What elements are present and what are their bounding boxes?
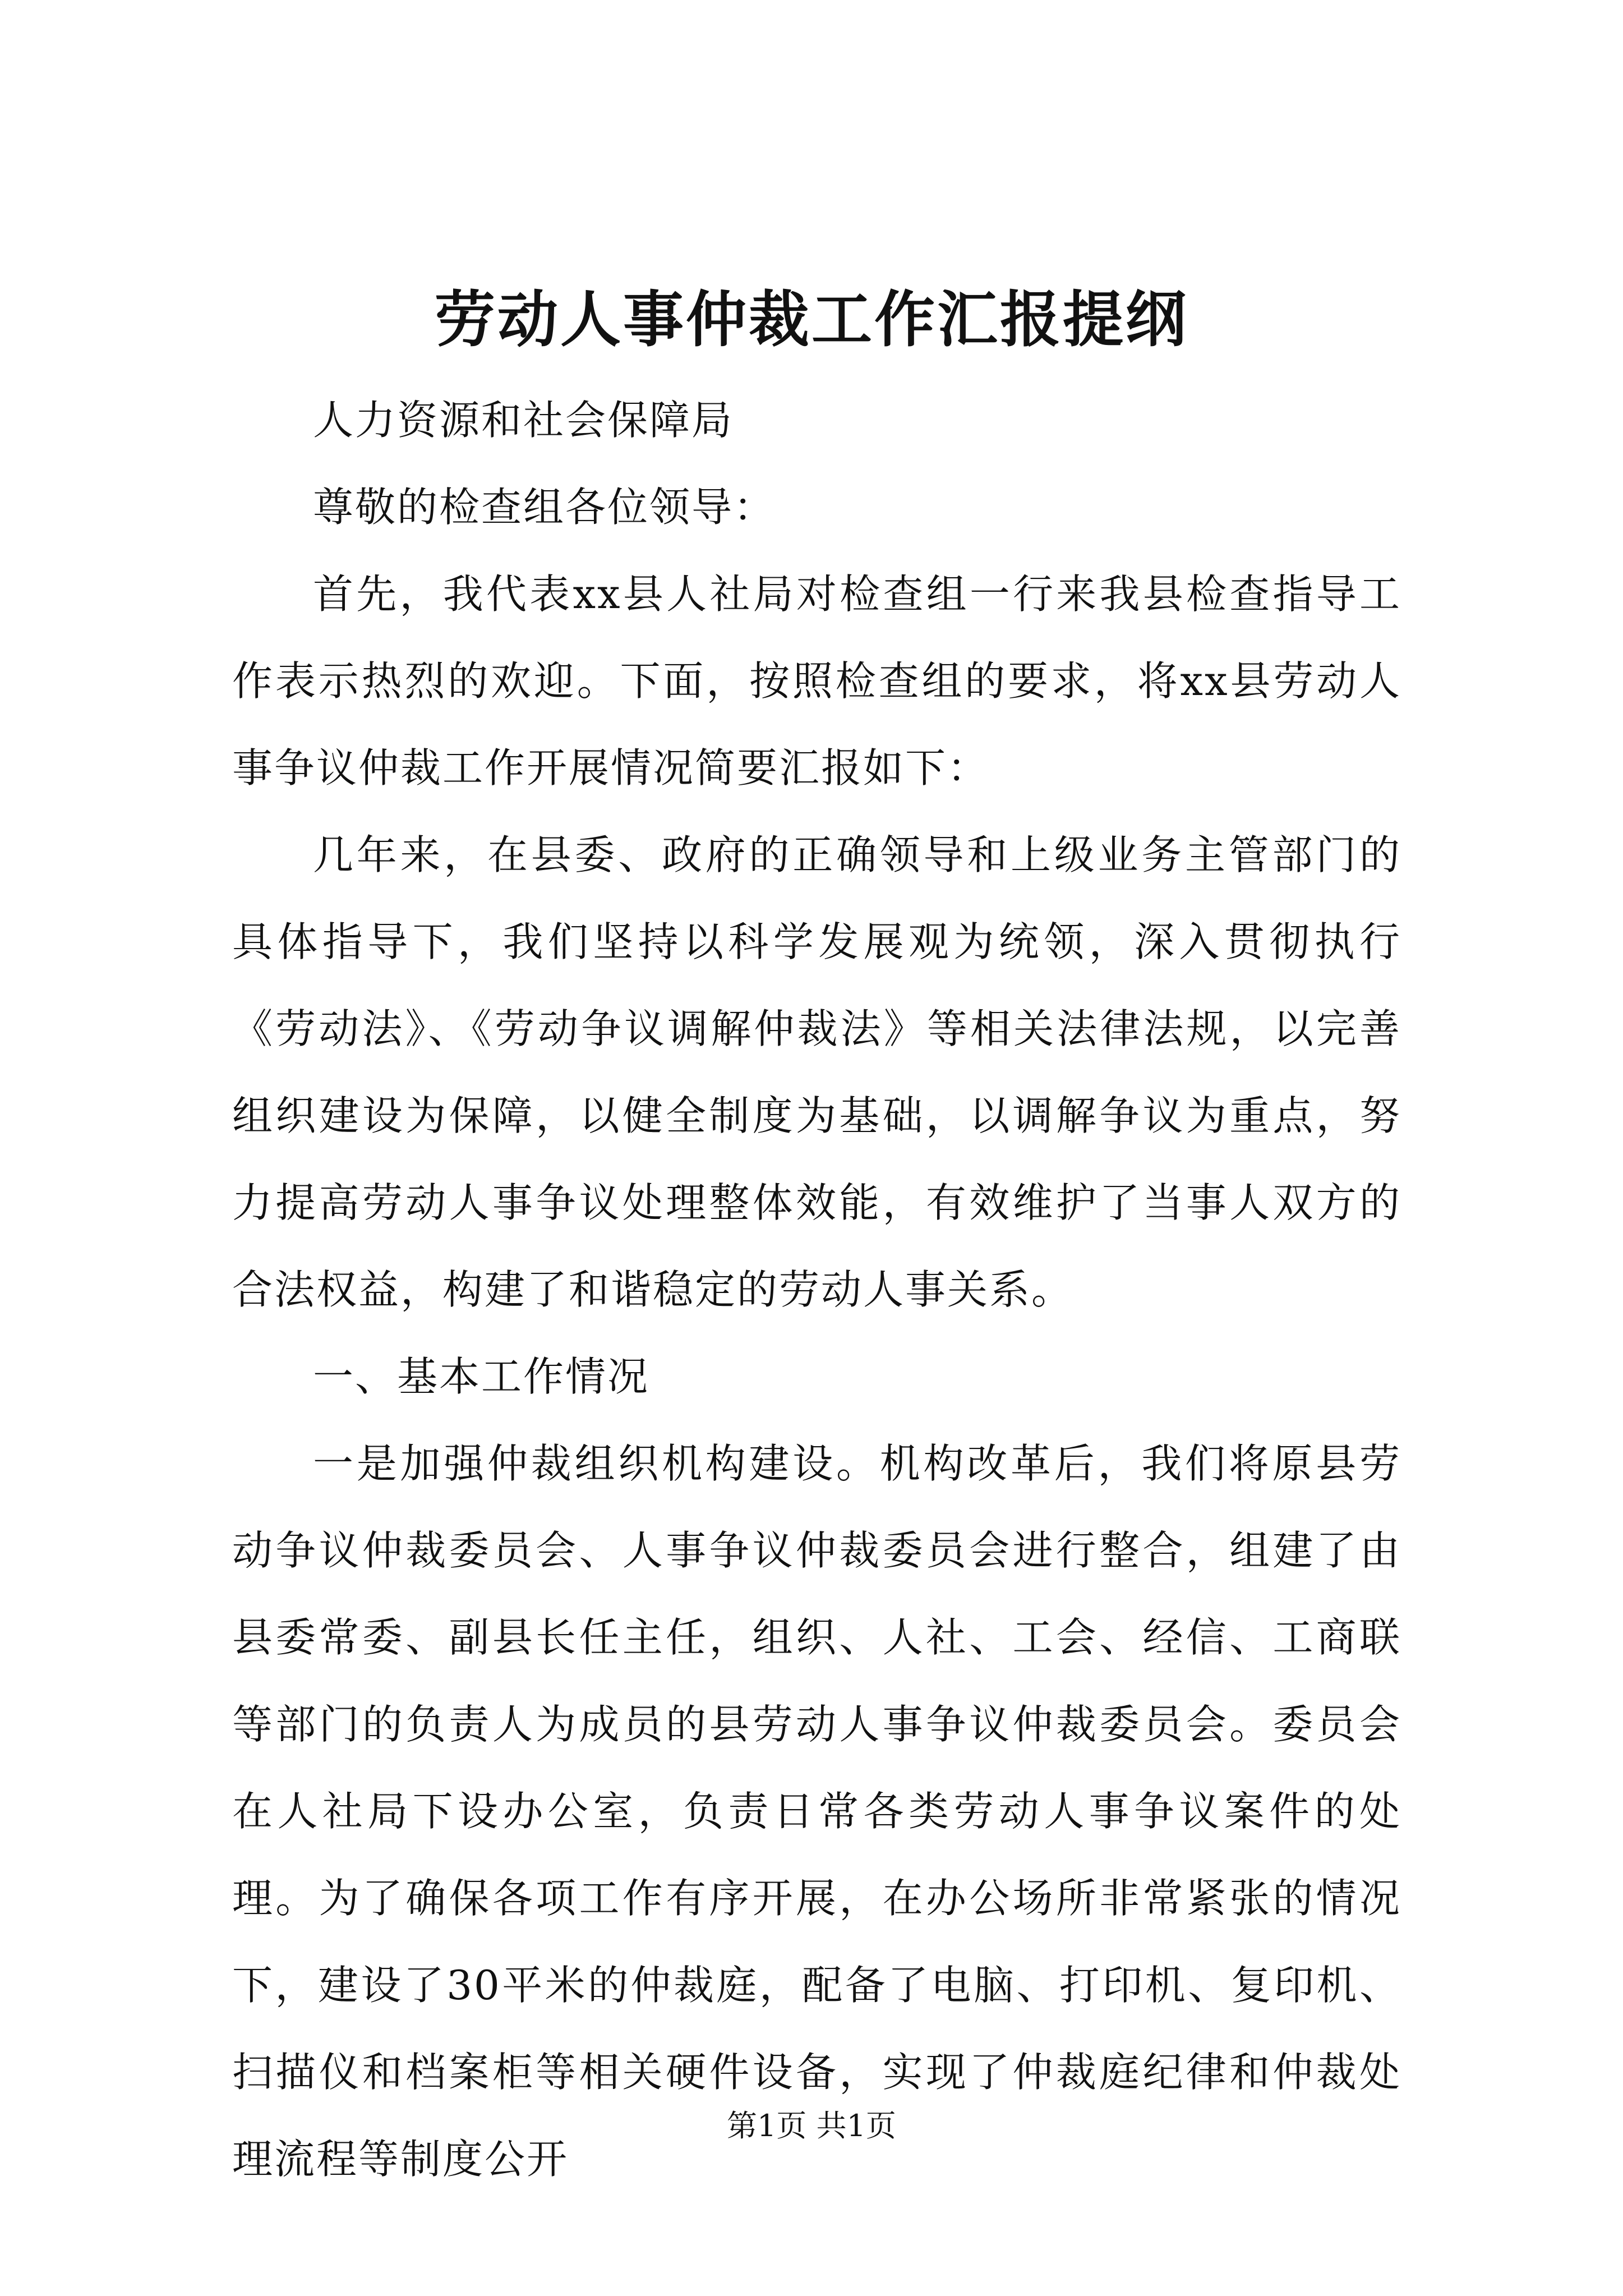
paragraph-overview: 几年来，在县委、政府的正确领导和上级业务主管部门的具体指导下，我们坚持以科学发展观为统领，深入贯彻执行《劳动法》、《劳动争议调解仲裁法》等相关法律法规，以完善组织建设为保障，以健全制度为基础，以调解争议为重点，努力提高劳动人事争议处理整体效能，有效维护了当事人双方的合法权益，构建了和谐稳定的劳动人事关系。 bbox=[232, 831, 1401, 1313]
paragraph-salutation: 尊敬的检查组各位领导： bbox=[313, 484, 776, 531]
document-title: 劳动人事仲裁工作汇报提纲 bbox=[434, 284, 1188, 355]
paragraph-opening: 首先，我代表xx县人社局对检查组一行来我县检查指导工作表示热烈的欢迎。下面，按照检查组的要求，将xx县劳动人事争议仲裁工作开展情况简要汇报如下： bbox=[232, 570, 1401, 792]
paragraph-section-one: 一是加强仲裁组织机构建设。机构改革后，我们将原县劳动争议仲裁委员会、人事争议仲裁委员会进行整合，组建了由县委常委、副县长任主任，组织、人社、工会、经信、工商联等部门的负责人为成员的县劳动人事争议仲裁委员会。委员会在人社局下设办公室，负责日常各类劳动人事争议案件的处理。为了确保各项工作有序开展，在办公场所非常紧张的情况下，建设了30平米的仲裁庭，配备了电脑、打印机、复印机、扫描仪和档案柜等相关硬件设备，实现了仲裁庭纪律和仲裁处理流程等制度公开 bbox=[232, 1440, 1401, 2183]
page-footer: 第1页 共1页 bbox=[727, 2108, 896, 2143]
section-heading: 一、基本工作情况 bbox=[313, 1353, 650, 1400]
document-body bbox=[232, 377, 1401, 2203]
paragraph-organization: 人力资源和社会保障局 bbox=[313, 397, 734, 444]
